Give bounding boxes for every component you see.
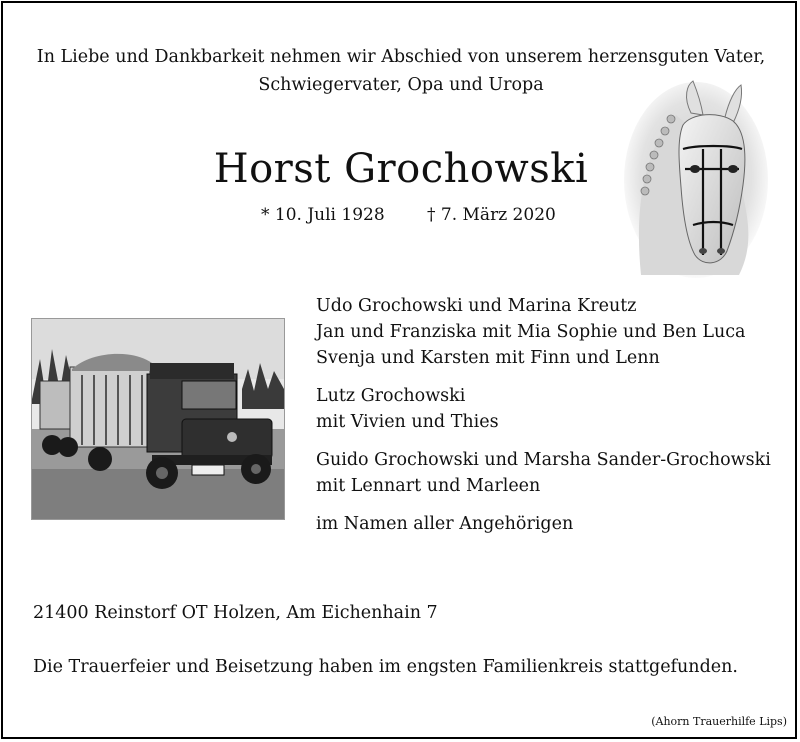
- family-line: Svenja und Karsten mit Finn und Lenn: [316, 348, 660, 368]
- family-line: Lutz Grochowski: [316, 386, 466, 406]
- obituary-notice: [1, 1, 797, 739]
- family-line: Guido Grochowski und Marsha Sander-Grochowski: [316, 450, 771, 470]
- birth-date: * 10. Juli 1928: [261, 205, 385, 225]
- family-group: [316, 293, 771, 371]
- family-line: Udo Grochowski und Marina Kreutz: [316, 296, 637, 316]
- family-line: mit Lennart und Marleen: [316, 476, 541, 496]
- family-line: im Namen aller Angehörigen: [316, 514, 574, 534]
- family-line: mit Vivien und Thies: [316, 412, 499, 432]
- family-group: [316, 511, 771, 537]
- family-group: [316, 383, 771, 435]
- family-list: [316, 293, 771, 549]
- address: 21400 Reinstorf OT Holzen, Am Eichenhain 7: [33, 603, 438, 623]
- funeral-home-credit: (Ahorn Trauerhilfe Lips): [651, 715, 787, 728]
- deceased-name: Horst Grochowski: [213, 146, 589, 192]
- horse-head-image: [621, 75, 771, 280]
- ceremony-note: Die Trauerfeier und Beisetzung haben im engsten Familienkreis stattgefunden.: [33, 657, 738, 677]
- truck-photo: [31, 318, 285, 520]
- family-group: [316, 447, 771, 499]
- intro-line-2: Schwiegervater, Opa und Uropa: [258, 75, 544, 95]
- death-date: † 7. März 2020: [427, 205, 556, 225]
- family-line: Jan und Franziska mit Mia Sophie und Ben Luca: [316, 322, 746, 342]
- intro-line-1: In Liebe und Dankbarkeit nehmen wir Abschied von unserem herzensguten Vater,: [36, 47, 766, 67]
